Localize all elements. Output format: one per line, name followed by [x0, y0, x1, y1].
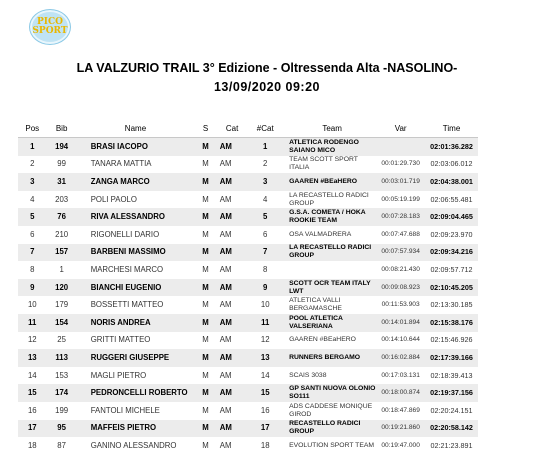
cell-name: FANTOLI MICHELE [90, 405, 160, 415]
cell-team: TEAM SCOTT SPORT ITALIA [289, 156, 358, 172]
cell-name: GRITTI MATTEO [90, 335, 151, 345]
cell-bib: 76 [57, 212, 66, 222]
cell-sex: M [202, 300, 209, 310]
cell-time: 02:20:58.142 [430, 423, 473, 433]
cell-time: 02:06:55.481 [430, 194, 473, 204]
cell-bib: 99 [57, 159, 66, 169]
header-sex: S [202, 124, 209, 133]
cell-bib: 194 [55, 141, 69, 151]
cell-sex: M [202, 317, 209, 327]
cell-bib: 210 [55, 229, 69, 239]
cell-sex: M [202, 194, 209, 204]
cell-pos: 10 [27, 300, 37, 310]
cell-pos: 7 [30, 247, 35, 257]
cell-bib: 174 [55, 388, 69, 398]
cell-var: 00:14:01.894 [381, 318, 420, 326]
cell-name: BARBENI MASSIMO [90, 247, 166, 257]
header-cat: Cat [225, 124, 239, 133]
cell-bib: 25 [57, 335, 66, 345]
table-row [18, 420, 478, 438]
header-var: Var [394, 124, 407, 133]
cell-var: 00:09:08.923 [381, 283, 420, 291]
cell-pos: 1 [30, 141, 35, 151]
cell-cat-rank: 18 [260, 440, 270, 450]
table-header-row [18, 120, 478, 138]
cell-team: RECASTELLO RADICI GROUP [289, 420, 361, 436]
cell-cat-rank: 17 [260, 423, 270, 433]
cell-var [376, 138, 425, 156]
cell-team: LA RECASTELLO RADICI GROUP [289, 244, 372, 260]
table-row [18, 208, 478, 226]
cell-time: 02:18:39.413 [430, 370, 473, 380]
table-row [18, 261, 478, 279]
cell-var: 00:14:10.644 [381, 336, 420, 344]
table-row [18, 244, 478, 262]
cell-bib: 153 [55, 370, 69, 380]
cell-name: MAFFEIS PIETRO [90, 423, 157, 433]
cell-bib: 1 [59, 264, 64, 274]
cell-pos: 3 [30, 176, 35, 186]
cell-cat-rank: 14 [260, 370, 270, 380]
cell-bib: 95 [57, 423, 66, 433]
cell-team: OSA VALMADRERA [289, 230, 352, 238]
header-bib: Bib [55, 124, 68, 133]
cell-cat: AM [219, 159, 232, 169]
cell-cat: AM [219, 141, 232, 151]
cell-cat-rank: 3 [263, 176, 268, 186]
cell-cat: AM [219, 335, 232, 345]
event-date-time: 13/09/2020 09:20 [213, 80, 320, 94]
cell-time: 02:09:34.216 [430, 247, 473, 257]
cell-cat-rank: 2 [263, 159, 268, 169]
cell-name: MAGLI PIETRO [90, 370, 147, 380]
cell-sex: M [202, 159, 209, 169]
cell-cat-rank: 11 [261, 317, 270, 327]
cell-time: 02:19:37.156 [430, 388, 473, 398]
cell-team: GP SANTI NUOVA OLONIO SO111 [289, 385, 376, 401]
cell-cat-rank: 16 [260, 405, 270, 415]
cell-name: POLI PAOLO [90, 194, 137, 204]
cell-var: 00:03:01.719 [381, 177, 420, 185]
cell-var: 00:05:19.199 [381, 195, 420, 203]
cell-sex: M [202, 335, 209, 345]
header-pos: Pos [25, 124, 40, 133]
cell-pos: 16 [27, 405, 37, 415]
cell-sex: M [202, 440, 209, 450]
table-row [18, 191, 478, 209]
cell-cat: AM [219, 264, 232, 274]
cell-bib: 203 [55, 194, 69, 204]
cell-team: ADS CADDESE MONIQUE GIROD [289, 402, 373, 418]
table-row [18, 384, 478, 402]
cell-cat: AM [219, 282, 232, 292]
cell-sex: M [202, 229, 209, 239]
cell-time: 02:17:39.166 [430, 352, 473, 362]
cell-bib: 87 [57, 440, 66, 450]
cell-team: POOL ATLETICA VALSERIANA [289, 314, 343, 330]
cell-sex: M [202, 212, 209, 222]
cell-team: SCAIS 3038 [289, 371, 327, 379]
cell-team: ATLETICA RODENGO SAIANO MICO [289, 138, 359, 154]
cell-cat-rank: 12 [260, 335, 270, 345]
cell-cat: AM [219, 317, 232, 327]
cell-cat: AM [219, 229, 232, 239]
cell-cat-rank: 9 [263, 282, 268, 292]
cell-cat: AM [219, 423, 232, 433]
table-row [18, 437, 478, 455]
cell-name: RUGGERI GIUSEPPE [90, 352, 170, 362]
cell-cat: AM [219, 194, 232, 204]
cell-time: 02:15:46.926 [430, 335, 473, 345]
table-row [18, 367, 478, 385]
cell-time: 02:20:24.151 [430, 405, 473, 415]
table-row [18, 349, 478, 367]
cell-sex: M [202, 423, 209, 433]
cell-cat-rank: 13 [260, 352, 270, 362]
cell-team: G.S.A. COMETA / HOKA ROOKIE TEAM [289, 209, 366, 225]
cell-name: GANINO ALESSANDRO [90, 440, 177, 450]
cell-cat: AM [219, 247, 232, 257]
cell-time: 02:10:45.205 [430, 282, 473, 292]
cell-team: SCOTT OCR TEAM ITALY LWT [289, 279, 371, 295]
cell-name: BIANCHI EUGENIO [90, 282, 162, 292]
cell-cat: AM [219, 440, 232, 450]
cell-team [285, 261, 376, 279]
cell-var: 00:01:29.730 [381, 160, 420, 168]
cell-bib: 199 [55, 405, 69, 415]
cell-var: 00:18:47.869 [381, 406, 420, 414]
cell-var: 00:07:47.688 [381, 230, 420, 238]
page-title: LA VALZURIO TRAIL 3° Edizione - Oltressenda Alta -NASOLINO- [76, 61, 458, 75]
cell-pos: 8 [30, 264, 35, 274]
table-row [18, 226, 478, 244]
cell-name: MARCHESI MARCO [90, 264, 164, 274]
cell-time: 02:13:30.185 [430, 300, 473, 310]
cell-sex: M [202, 264, 209, 274]
header-cat-rank: #Cat [256, 124, 274, 133]
cell-time: 02:01:36.282 [430, 141, 473, 151]
cell-pos: 18 [27, 440, 37, 450]
cell-time: 02:04:38.001 [430, 176, 473, 186]
cell-team: ATLETICA VALLI BERGAMASCHE [289, 297, 342, 313]
cell-time: 02:21:23.891 [430, 440, 473, 450]
cell-name: TANARA MATTIA [90, 159, 152, 169]
cell-name: ZANGA MARCO [90, 176, 150, 186]
cell-pos: 5 [30, 212, 35, 222]
table-row [18, 279, 478, 297]
cell-sex: M [202, 405, 209, 415]
cell-var: 00:19:47.000 [381, 441, 420, 449]
cell-cat: AM [219, 370, 232, 380]
results-table [18, 120, 478, 455]
cell-var: 00:19:21.860 [381, 424, 420, 432]
cell-pos: 9 [30, 282, 35, 292]
cell-sex: M [202, 282, 209, 292]
logo-text-line2: SPORT [32, 26, 68, 36]
table-row [18, 296, 478, 314]
cell-cat-rank: 8 [263, 264, 268, 274]
cell-sex: M [202, 370, 209, 380]
cell-cat-rank: 7 [263, 247, 268, 257]
cell-name: PEDRONCELLI ROBERTO [90, 388, 188, 398]
cell-var: 00:07:28.183 [381, 213, 420, 221]
table-row [18, 314, 478, 332]
cell-cat: AM [219, 212, 232, 222]
cell-team: GAAREN #BEaHERO [289, 336, 356, 344]
cell-cat-rank: 4 [263, 194, 268, 204]
table-row [18, 173, 478, 191]
cell-sex: M [202, 388, 209, 398]
cell-cat-rank: 15 [260, 388, 270, 398]
cell-pos: 12 [27, 335, 37, 345]
cell-pos: 4 [30, 194, 35, 204]
cell-pos: 14 [27, 370, 37, 380]
cell-name: RIGONELLI DARIO [90, 229, 160, 239]
cell-pos: 6 [30, 229, 35, 239]
cell-cat-rank: 10 [260, 300, 270, 310]
cell-cat-rank: 5 [263, 212, 268, 222]
table-row [18, 138, 478, 156]
cell-name: BOSSETTI MATTEO [90, 300, 164, 310]
cell-time: 02:09:23.970 [430, 229, 473, 239]
cell-var: 00:11:53.903 [381, 301, 420, 309]
cell-pos: 2 [30, 159, 35, 169]
table-row [18, 402, 478, 420]
cell-cat-rank: 6 [263, 229, 268, 239]
cell-bib: 179 [55, 300, 69, 310]
table-row [18, 332, 478, 350]
table-row [18, 156, 478, 174]
cell-sex: M [202, 176, 209, 186]
header-name: Name [124, 124, 147, 133]
cell-cat: AM [219, 405, 232, 415]
cell-team: EVOLUTION SPORT TEAM [289, 441, 375, 449]
cell-pos: 11 [28, 317, 37, 327]
cell-cat: AM [219, 388, 232, 398]
cell-cat: AM [219, 176, 232, 186]
cell-pos: 13 [27, 352, 37, 362]
cell-name: RIVA ALESSANDRO [90, 212, 165, 222]
cell-bib: 31 [57, 176, 66, 186]
cell-pos: 15 [27, 388, 37, 398]
cell-time: 02:09:57.712 [430, 264, 473, 274]
cell-bib: 113 [55, 352, 68, 362]
cell-var: 00:08:21.430 [381, 265, 420, 273]
cell-bib: 157 [55, 247, 69, 257]
header-time: Time [442, 124, 461, 133]
cell-cat-rank: 1 [263, 141, 268, 151]
cell-var: 00:07:57.934 [381, 248, 420, 256]
cell-time: 02:03:06.012 [430, 159, 473, 169]
cell-team: LA RECASTELLO RADICI GROUP [289, 191, 369, 207]
cell-cat: AM [219, 300, 232, 310]
cell-cat: AM [219, 352, 232, 362]
header-team: Team [322, 124, 342, 133]
cell-name: BRASI IACOPO [90, 141, 148, 151]
cell-team: GAAREN #BEaHERO [289, 177, 358, 185]
cell-var: 00:18:00.874 [381, 389, 420, 397]
cell-bib: 120 [55, 282, 69, 292]
cell-sex: M [202, 247, 209, 257]
cell-sex: M [202, 141, 209, 151]
cell-pos: 17 [27, 423, 37, 433]
cell-name: NORIS ANDREA [90, 317, 151, 327]
cell-time: 02:15:38.176 [430, 317, 473, 327]
pico-sport-logo [29, 9, 71, 45]
cell-sex: M [202, 352, 209, 362]
cell-var: 00:17:03.131 [381, 371, 420, 379]
cell-time: 02:09:04.465 [430, 212, 473, 222]
cell-team: RUNNERS BERGAMO [289, 353, 361, 361]
cell-var: 00:16:02.884 [381, 353, 420, 361]
cell-bib: 154 [55, 317, 69, 327]
logo-text-line1: PICO [37, 17, 63, 27]
